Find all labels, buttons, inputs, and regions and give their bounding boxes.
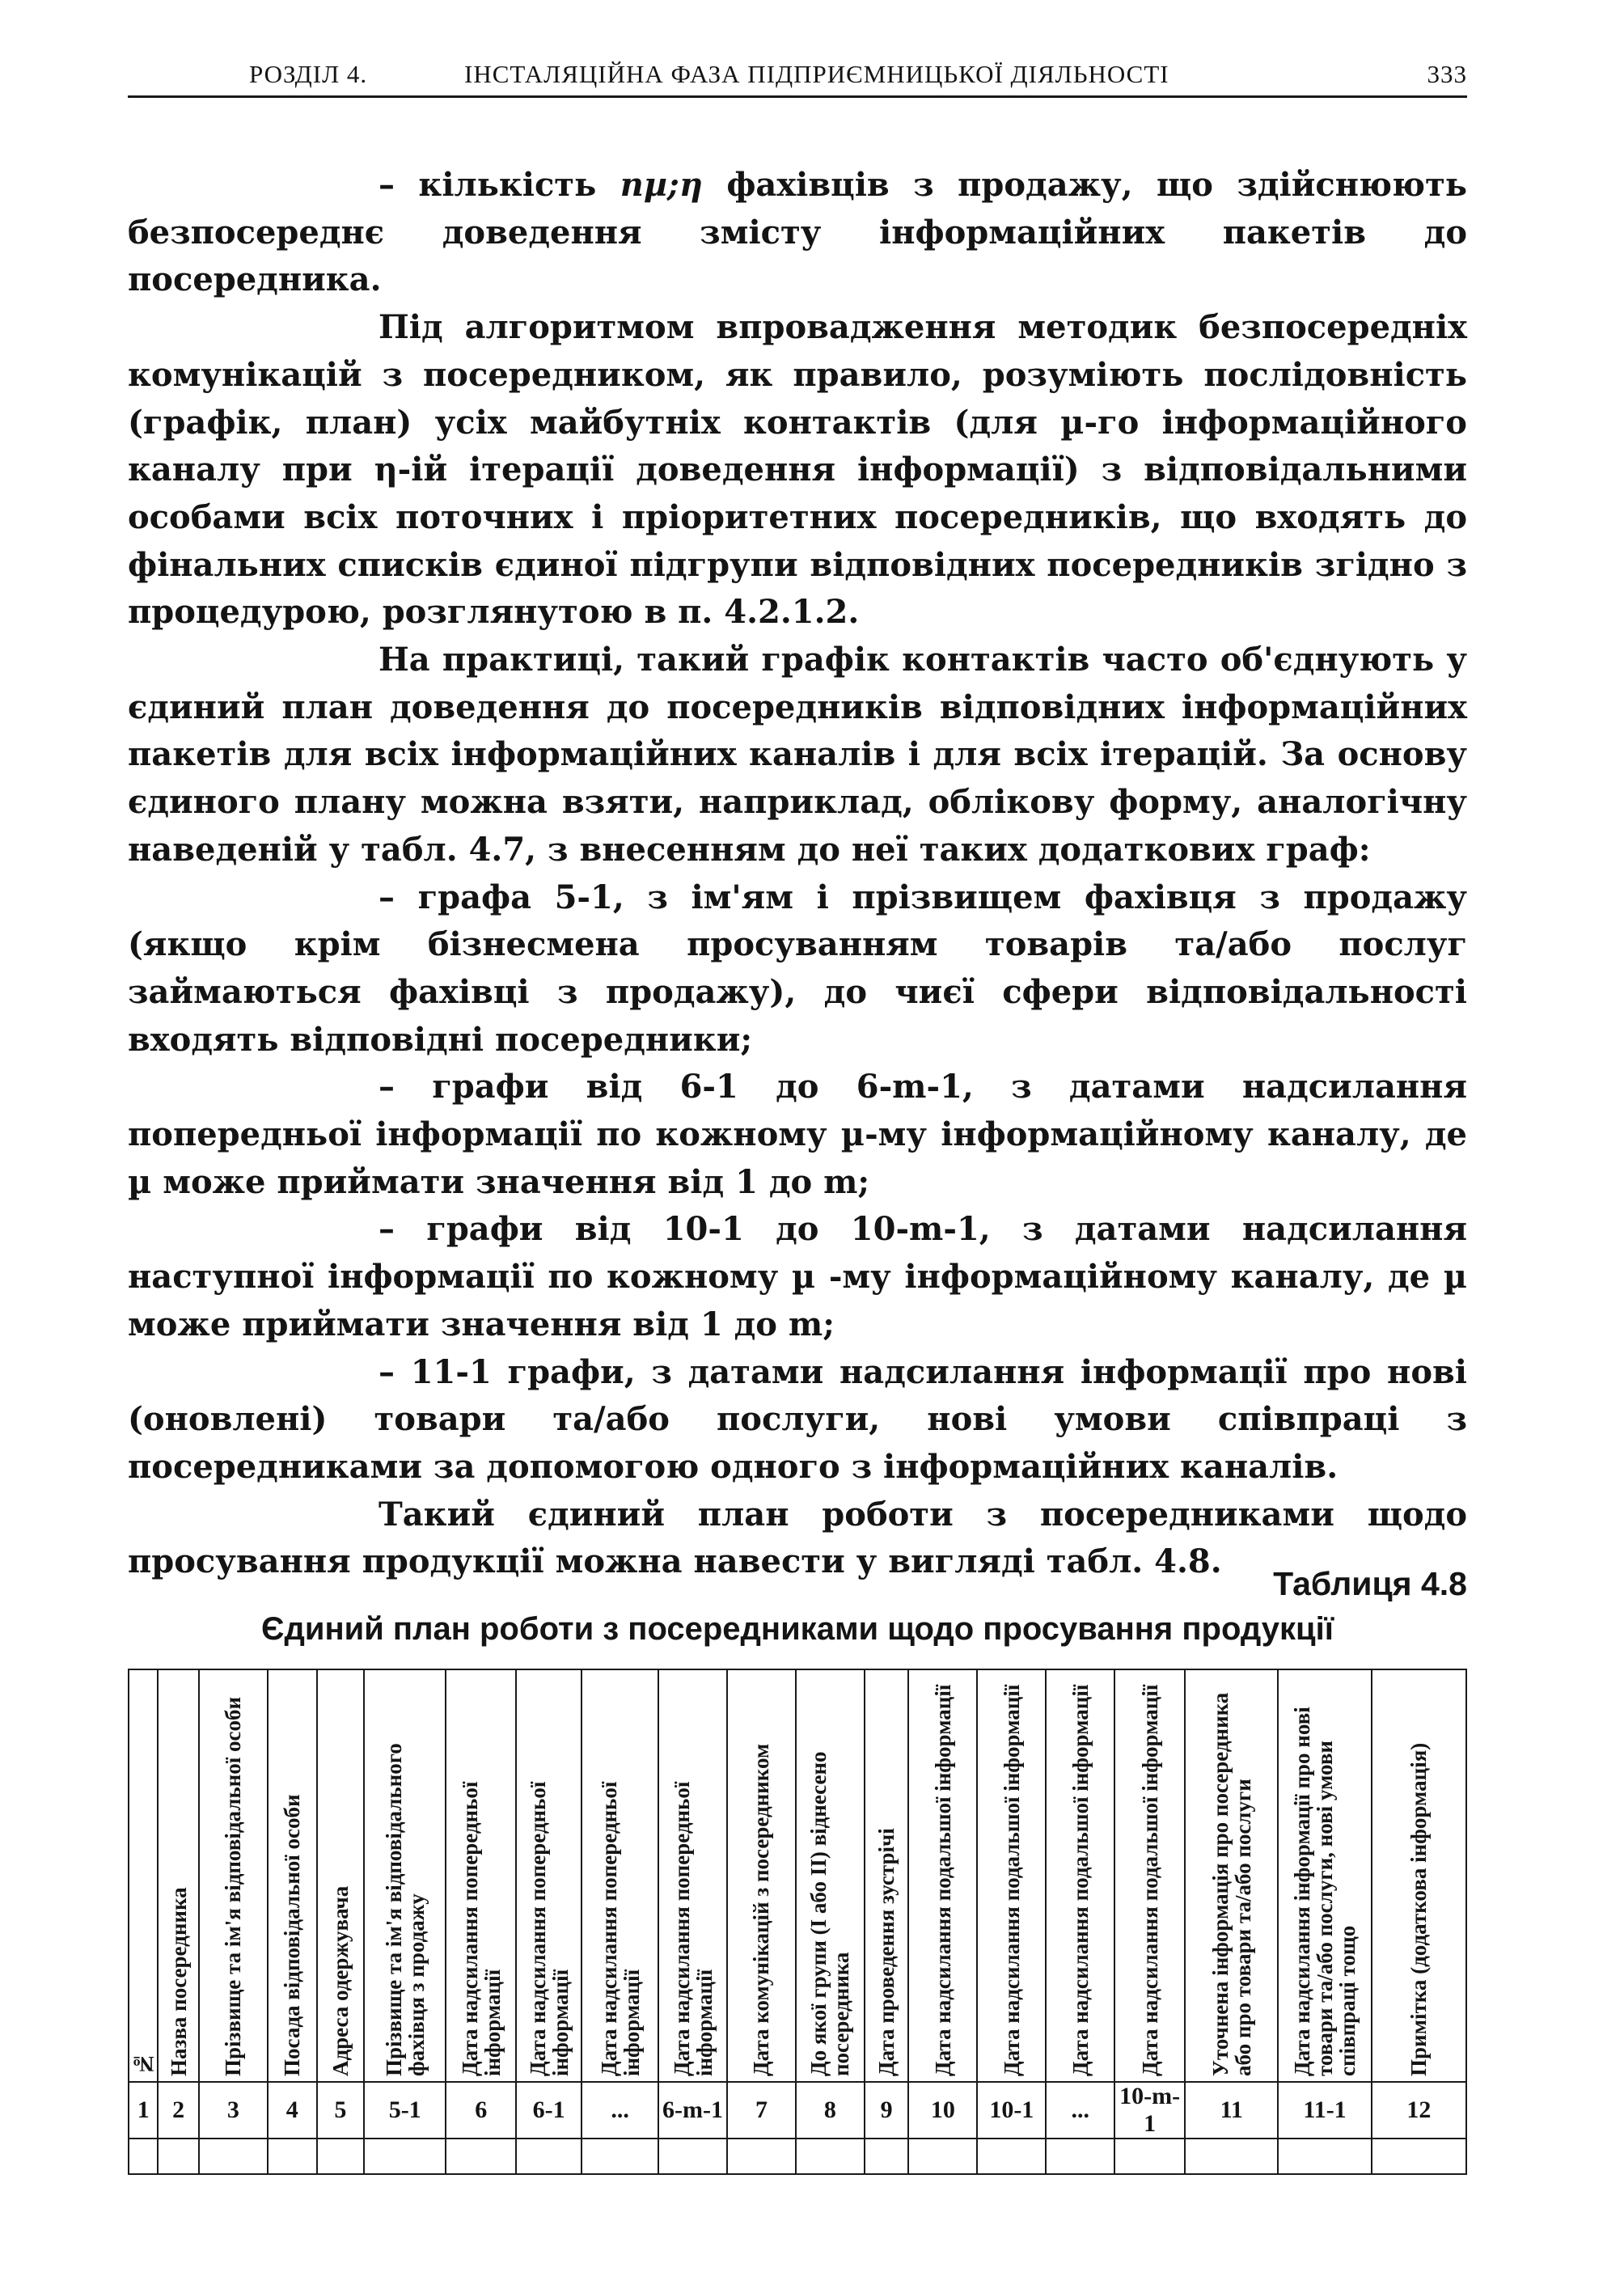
table-cell [129, 2139, 158, 2174]
column-number: 3 [199, 2082, 268, 2139]
chapter-label: РОЗДІЛ 4. [249, 60, 368, 88]
paragraph-7: – 11-1 графи, з датами надсилання інформації про нові (оновлені) товари та/або послуги, нові умови співпраці з посередниками за допомогою одного з інформаційних каналів. [128, 1352, 1467, 1486]
column-number: 1 [129, 2082, 158, 2139]
column-header-text: Дата надсилання інформації про нові товари та/або послуги, нові умови співпраці тощо [1290, 1707, 1360, 2076]
paragraph-2: Під алгоритмом впровадження методик безпосередніх комунікацій з посередником, як правило, розуміють послідовність (графік, план) усіх майбутніх контактів (для µ-го інформаційного каналу при η-ій ітерації доведення інформації) з відповідальними особами всіх поточних і пріоритетних посередників, що входять до фінальних списків єдиної підгрупи відповідних посередників згідно з процедурою, розглянутою в п. 4.2.1.2. [128, 308, 1467, 632]
column-header [446, 1669, 516, 2082]
table-cell [796, 2139, 865, 2174]
column-number: 12 [1372, 2082, 1466, 2139]
column-number: 6-m-1 [658, 2082, 727, 2139]
column-header-text: Дата проведення зустрічі [874, 1828, 899, 2076]
column-header-text: Дата надсилання подальшої інформації [1137, 1684, 1162, 2076]
page-header [128, 55, 1467, 98]
paragraph-1-end: фахівців з продажу, що здійснюють безпосереднє доведення змісту інформаційних пакетів до посередника. [128, 166, 1468, 299]
column-header-text: До якої групи (І або ІІ) віднесено посередника [806, 1751, 854, 2076]
table-cell [268, 2139, 317, 2174]
paragraph-1-start: – кількість [379, 166, 620, 204]
column-number: 2 [158, 2082, 199, 2139]
column-number: 11-1 [1278, 2082, 1371, 2139]
column-header [516, 1669, 582, 2082]
table-cell [1372, 2139, 1466, 2174]
column-header-text: Дата надсилання попередньої інформації [669, 1781, 717, 2076]
column-header-text: Адреса одержувача [328, 1885, 353, 2076]
column-header [977, 1669, 1046, 2082]
paragraph-4: – графа 5-1, з ім'ям і прізвищем фахівця з продажу (якщо крім бізнесмена просуванням товарів та/або послуг займаються фахівці з продажу), до чиєї сфери відповідальності входять відповідні посередники; [128, 878, 1467, 1059]
column-header-text: Дата надсилання подальшої інформації [930, 1684, 955, 2076]
column-header [908, 1669, 977, 2082]
column-header-text: Назва посередника [166, 1887, 191, 2076]
table-cell [1185, 2139, 1278, 2174]
column-number: 6-1 [516, 2082, 582, 2139]
table-cell [158, 2139, 199, 2174]
page-number: 333 [1427, 60, 1467, 88]
table-cell [199, 2139, 268, 2174]
table-cell [364, 2139, 446, 2174]
column-header [582, 1669, 658, 2082]
table-cell [977, 2139, 1046, 2174]
column-number: 5 [317, 2082, 365, 2139]
column-header [129, 1669, 158, 2082]
column-number: 4 [268, 2082, 317, 2139]
column-number: 9 [865, 2082, 909, 2139]
column-number: 10 [908, 2082, 977, 2139]
column-number: 10-m-1 [1114, 2082, 1185, 2139]
column-header [865, 1669, 909, 2082]
column-header-text: № [131, 2052, 156, 2076]
column-header [1114, 1669, 1185, 2082]
column-header-text: Дата надсилання попередньої інформації [596, 1781, 644, 2076]
column-header [727, 1669, 796, 2082]
table-cell [317, 2139, 365, 2174]
column-number: 8 [796, 2082, 865, 2139]
paragraph-6: – графи від 10-1 до 10-m-1, з датами надсилання наступної інформації по кожному µ -му інформаційному каналу, де µ може приймати значення від 1 до m; [128, 1210, 1467, 1343]
column-header [364, 1669, 446, 2082]
column-header-text: Прізвище та ім'я відповідальної особи [221, 1696, 246, 2076]
column-header [1185, 1669, 1278, 2082]
column-header [658, 1669, 727, 2082]
column-number: 5-1 [364, 2082, 446, 2139]
column-header [1278, 1669, 1371, 2082]
column-number: 6 [446, 2082, 516, 2139]
column-header-text: Дата надсилання подальшої інформації [999, 1684, 1024, 2076]
paragraph-8: Такий єдиний план роботи з посередниками щодо просування продукції можна навести у вигляді табл. 4.8. [128, 1495, 1467, 1581]
table-cell [1114, 2139, 1185, 2174]
column-number: 7 [727, 2082, 796, 2139]
column-header [1372, 1669, 1466, 2082]
table-cell [865, 2139, 909, 2174]
paragraph-1 [128, 162, 1467, 304]
column-header-text: Посада відповідальної особи [280, 1794, 305, 2076]
table-caption: Єдиний план роботи з посередниками щодо просування продукції [261, 1611, 1334, 1647]
column-number: ... [1046, 2082, 1114, 2139]
column-header-text: Дата надсилання попередньої інформації [457, 1781, 505, 2076]
column-header-text: Дата надсилання попередньої інформації [525, 1781, 573, 2076]
column-header-text: Дата комунікацій з посередником [749, 1743, 774, 2076]
column-number-row [129, 2082, 1466, 2139]
paragraph-3: На практиці, такий графік контактів часто об'єднують у єдиний план доведення до посередників відповідних інформаційних пакетів для всіх інформаційних каналів і для всіх ітерацій. За основу єдиного плану можна взяти, наприклад, облікову форму, аналогічну наведеній у табл. 4.7, з внесенням до неї таких додаткових граф: [128, 641, 1467, 869]
column-header [796, 1669, 865, 2082]
column-number: 10-1 [977, 2082, 1046, 2139]
table-header-row [129, 1669, 1466, 2082]
plan-table [128, 1669, 1467, 2175]
table-cell [908, 2139, 977, 2174]
column-header [158, 1669, 199, 2082]
table-empty-row [129, 2139, 1466, 2174]
table-cell [1046, 2139, 1114, 2174]
table-cell [582, 2139, 658, 2174]
column-header-text: Дата надсилання подальшої інформації [1068, 1684, 1093, 2076]
chapter-title: ІНСТАЛЯЦІЙНА ФАЗА ПІДПРИЄМНИЦЬКОЇ ДІЯЛЬНОСТІ [464, 60, 1169, 88]
column-header [317, 1669, 365, 2082]
table-cell [658, 2139, 727, 2174]
column-header-text: Примітка (додаткова інформація) [1406, 1742, 1432, 2076]
paragraph-5: – графи від 6-1 до 6-m-1, з датами надсилання попередньої інформації по кожному µ-му інформаційному каналу, де µ може приймати значення від 1 до m; [128, 1068, 1467, 1201]
column-header [1046, 1669, 1114, 2082]
table-cell [1278, 2139, 1371, 2174]
body-text [128, 162, 1467, 1586]
column-header [199, 1669, 268, 2082]
table-cell [446, 2139, 516, 2174]
column-number: ... [582, 2082, 658, 2139]
column-header-text: Уточнена інформація про посередника або про товари та/або послуги [1207, 1692, 1255, 2076]
column-number: 11 [1185, 2082, 1278, 2139]
column-header [268, 1669, 317, 2082]
column-header-text: Прізвище та ім'я відповідального фахівця з продажу [381, 1743, 429, 2076]
table-number: Таблиця 4.8 [1273, 1565, 1467, 1602]
symbol-n-mu-eta: nµ;η [620, 166, 703, 204]
table-cell [516, 2139, 582, 2174]
table-cell [727, 2139, 796, 2174]
